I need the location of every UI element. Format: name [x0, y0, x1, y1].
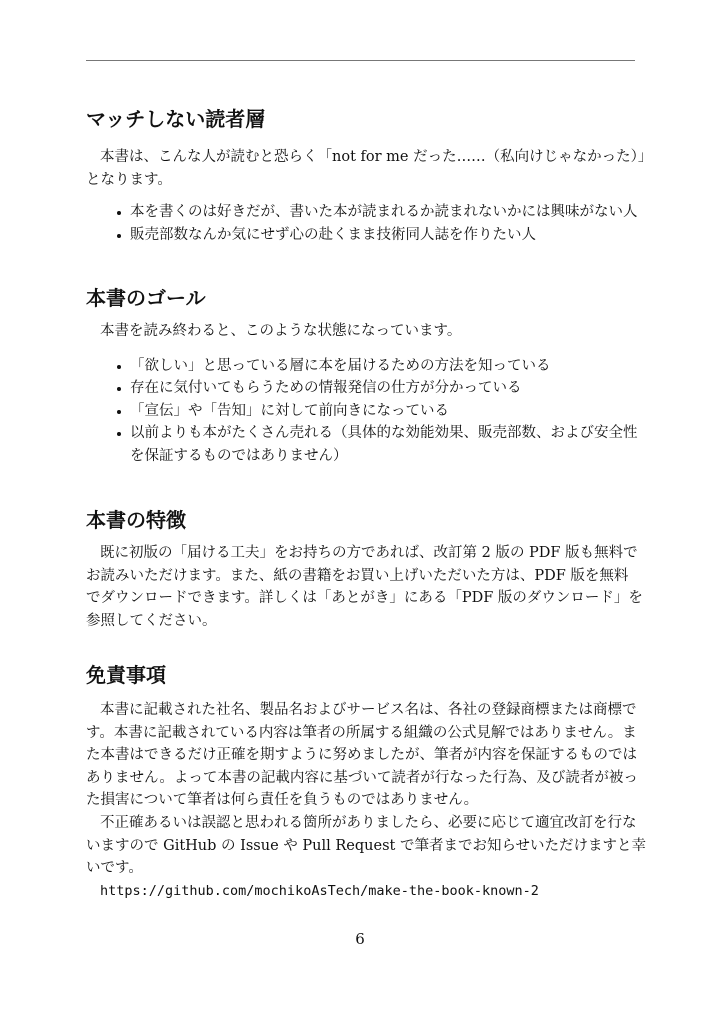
paragraph-line: 本書を読み終わると、このような状態になっています。 [100, 323, 462, 339]
paragraph-line: お読みいただけます。また、紙の書籍をお買い上げいただいた方は、PDF 版を無料 [86, 567, 629, 584]
page-number: 6 [355, 930, 365, 948]
paragraph-line: た損害について筆者は何ら責任を負うものではありません。 [86, 792, 479, 809]
section-heading: 本書の特徴 [86, 508, 186, 532]
paragraph-line: となります。 [86, 171, 172, 188]
bullet-list [86, 201, 638, 246]
section-heading: マッチしない読者層 [86, 107, 266, 131]
list-item [86, 422, 638, 467]
repository-url-link[interactable]: https://github.com/mochikoAsTech/make-the-book-known-2 [100, 882, 539, 899]
section-book-goals [86, 285, 638, 468]
paragraph-line: 参照してください。 [86, 612, 217, 629]
section-mismatched-readers [86, 106, 653, 246]
paragraph-line: いです。 [86, 860, 143, 877]
section-heading: 免責事項 [86, 663, 166, 687]
paragraph-line: 本書に記載された社名、製品名およびサービス名は、各社の登録商標または商標で [100, 702, 637, 718]
paragraph-line: 本書は、こんな人が読むと恐らく「not for me だった……（私向けじゃなかった）」 [100, 149, 653, 165]
paragraph-line: ありません。よって本書の記載内容に基づいて読者が行なった行為、及び読者が被っ [86, 769, 638, 786]
bullet-list [86, 355, 638, 468]
list-item: 「欲しい」と思っている層に本を届けるための方法を知っている [86, 355, 635, 378]
list-item: 「宣伝」や「告知」に対して前向きになっている [86, 400, 635, 423]
header-rule [86, 60, 635, 61]
paragraph-line: いますので GitHub の Issue や Pull Request で筆者までお知らせいただけますと幸 [86, 837, 647, 854]
paragraph-line: 既に初版の「届ける工夫」をお持ちの方であれば、改訂第 2 版の PDF 版も無料で [100, 545, 638, 561]
paragraph-line: でダウンロードできます。詳しくは「あとがき」にある「PDF 版のダウンロード」を [86, 590, 643, 607]
section-book-features [86, 507, 643, 632]
paragraph-line: た本書はできるだけ正確を期すように努めましたが、筆者が内容を保証するものでは [86, 747, 637, 764]
list-item-line: 以前よりも本がたくさん売れる（具体的な効能効果、販売部数、および安全性 [130, 425, 638, 442]
paragraph-line: 不正確あるいは誤認と思われる箇所がありましたら、必要に応じて適宜改訂を行な [100, 814, 637, 831]
list-item-line: を保証するものではありません） [130, 447, 348, 464]
paragraph-line: す。本書に記載されている内容は筆者の所属する組織の公式見解ではありません。ま [86, 724, 637, 741]
section-heading: 本書のゴール [86, 286, 206, 310]
list-item: 存在に気付いてもらうための情報発信の仕方が分かっている [86, 377, 635, 400]
list-item: 販売部数なんか気にせず心の赴くまま技術同人誌を作りたい人 [86, 224, 635, 247]
list-item: 本を書くのは好きだが、書いた本が読まれるか読まれないかには興味がない人 [86, 201, 635, 224]
section-disclaimer [86, 662, 647, 902]
